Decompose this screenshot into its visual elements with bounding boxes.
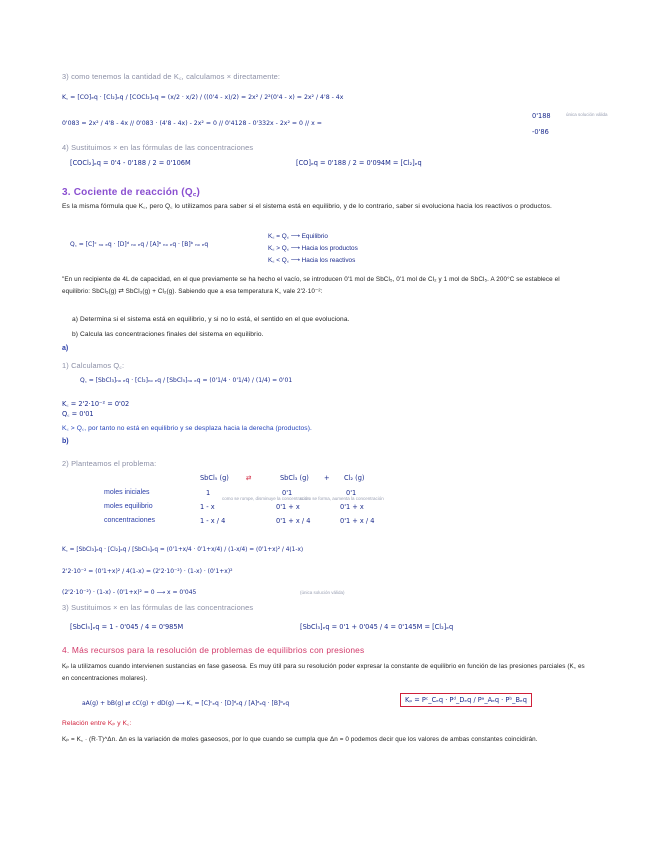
kc-general-reaction: aA(g) + bB(g) ⇄ cC(g) + dD(g) ⟶ K꜀ = [C]ᶜₑq · [D]ᵈₑq / [A]ᵃₑq · [B]ᵇₑq bbox=[82, 700, 290, 707]
note-increases: como se forma, aumenta la concentración bbox=[300, 496, 384, 501]
solution-positive: 0'188 bbox=[532, 112, 551, 120]
col-sbcl3-initial: 0'1 bbox=[282, 489, 293, 497]
section-4-heading: 4. Más recursos para la resolución de problemas de equilibrios con presiones bbox=[62, 645, 365, 655]
section-3-heading: 3. Cociente de reacción (Q꜀) bbox=[62, 187, 200, 198]
part-a-conclusion: K꜀ > Q꜀, por tanto no está en equilibrio y se desplaza hacia la derecha (productos). bbox=[62, 425, 312, 432]
section-3-intro: Es la misma fórmula que K꜀, pero Q꜀ lo utilizamos para saber si el sistema está en equilibrio, y de lo contrario, saber si evoluciona hacia los reactivos o productos. bbox=[62, 203, 552, 210]
step-3-heading: 3) como tenemos la cantidad de K꜀, calculamos × directamente: bbox=[62, 72, 281, 81]
note-decreases: como se rompe, disminuye la concentración bbox=[222, 496, 310, 501]
qc-formula: Q꜀ = [C]ᶜ ₙₒ ₑq · [D]ᵈ ₙₒ ₑq / [A]ᵃ ₙₒ ₑq · [B]ᵇ ₙₒ ₑq bbox=[70, 241, 209, 248]
col-cl2-equilibrium: 0'1 + x bbox=[340, 503, 364, 511]
kp-formula-box bbox=[400, 693, 532, 707]
co-concentration: [CO]ₑq = 0'188 / 2 = 0'094M = [Cl₂]ₑq bbox=[296, 159, 422, 167]
valid-solution-note: única solución válida bbox=[566, 112, 608, 117]
equation-2: 2'2·10⁻² = (0'1+x)² / 4(1-x) = (2'2·10⁻²) · (1-x) · (0'1+x)² bbox=[62, 568, 233, 575]
cocl2-concentration: [COCl₂]ₑq = 0'4 - 0'188 / 2 = 0'106M bbox=[70, 159, 191, 167]
equation-3-note: (única solución válida) bbox=[300, 590, 345, 595]
kc-part-b: K꜀ = [SbCl₃]ₑq · [Cl₂]ₑq / [SbCl₅]ₑq = (0'1+x/4 · 0'1+x/4) / (1-x/4) = (0'1+x)² / 4(1-x) bbox=[62, 547, 304, 553]
sbcl5-concentration: [SbCl₅]ₑq = 1 - 0'045 / 4 = 0'985M bbox=[70, 623, 184, 631]
sbcl3-concentration: [SbCl₃]ₑq = 0'1 + 0'045 / 4 = 0'145M = [Cl₂]ₑq bbox=[300, 623, 454, 631]
solution-negative: -0'86 bbox=[532, 128, 549, 136]
col-cl2-initial: 0'1 bbox=[346, 489, 357, 497]
part-a-label: a) bbox=[62, 345, 69, 352]
kp-formula: Kₚ = Pᶜ_Cₑq · Pᵈ_Dₑq / Pᵃ_Aₑq · Pᵇ_Bₑq bbox=[400, 693, 532, 707]
equation-3: (2'2·10⁻²) · (1-x) - (0'1+x)² = 0 ⟶ x = 0'045 bbox=[62, 589, 197, 596]
equilibrium-arrow: ⇄ bbox=[246, 474, 252, 482]
section-4-intro: Kₚ la utilizamos cuando intervienen sustancias en fase gaseosa. Es muy útil para su resolución poder expresar la constante de equilibrio en función de las presiones parciales (K꜀ es en concentraciones molares). bbox=[62, 663, 585, 682]
qc-value: Q꜀ = 0'01 bbox=[62, 410, 94, 418]
col-sbcl3-equilibrium: 0'1 + x bbox=[276, 503, 300, 511]
step-4-heading: 4) Sustituimos × en las fórmulas de las concentraciones bbox=[62, 143, 254, 152]
part-b-step-2: 2) Planteamos el problema: bbox=[62, 459, 157, 468]
col-sbcl5-concentration: 1 - x / 4 bbox=[200, 517, 226, 525]
col-sbcl5-equilibrium: 1 - x bbox=[200, 503, 215, 511]
row-equilibrium-moles: moles equilibrio bbox=[104, 503, 153, 510]
plus-sign: + bbox=[324, 474, 330, 482]
part-a-step-1: 1) Calculamos Q꜀: bbox=[62, 361, 125, 370]
question-b: b) Calcula las concentraciones finales del sistema en equilibrio. bbox=[72, 331, 264, 338]
row-initial-moles: moles iniciales bbox=[104, 489, 150, 496]
row-concentrations: concentraciones bbox=[104, 517, 155, 524]
question-a: a) Determina si el sistema está en equilibrio, y si no lo está, el sentido en el que evoluciona. bbox=[72, 316, 350, 323]
kc-numeric-solution: 0'083 = 2x² / 4'8 - 4x // 0'083 · (4'8 - 4x) - 2x² = 0 // 0'4128 - 0'332x - 2x² = 0 // x = bbox=[62, 120, 322, 127]
kc-value: K꜀ = 2'2·10⁻² = 0'02 bbox=[62, 400, 130, 408]
kc-expression: K꜀ = [CO]ₑq · [Cl₂]ₑq / [COCl₂]ₑq = (x/2 · x/2) / ((0'4 - x)/2) = 2x² / 2²(0'4 - x) = 2x² / 4'8 - 4x bbox=[62, 94, 344, 101]
case-reactants: K꜀ < Q꜀ ⟶ Hacia los reactivos bbox=[268, 257, 356, 264]
relation-kp-kc-heading: Relación entre Kₚ y K꜀: bbox=[62, 720, 132, 727]
col-sbcl3-concentration: 0'1 + x / 4 bbox=[276, 517, 311, 525]
problem-statement: "En un recipiente de 4L de capacidad, en el que previamente se ha hecho el vacío, se introducen 0'1 mol de SbCl₅, 0'1 mol de Cl₂ y 1 mol de SbCl₅. A 200°C se establece el equilibrio: SbCl₅(g) ⇄ SbCl₃(g) + Cl₂(g). Sabiendo que a esa temperatura K꜀ vale 2'2·10⁻²: bbox=[62, 276, 560, 295]
col-cl2-concentration: 0'1 + x / 4 bbox=[340, 517, 375, 525]
product-sbcl3: SbCl₃ (g) bbox=[280, 474, 309, 482]
product-cl2: Cl₂ (g) bbox=[344, 474, 365, 482]
kp-kc-relation: Kₚ = K꜀ · (R·T)^Δn. Δn es la variación de moles gaseosos, por lo que cuando se cumpla que Δn = 0 podemos decir que los valores de ambas constantes coincidirán. bbox=[62, 736, 538, 743]
reactant-sbcl5: SbCl₅ (g) bbox=[200, 474, 229, 482]
part-b-label: b) bbox=[62, 438, 69, 445]
case-equilibrium: K꜀ = Q꜀ ⟶ Equilibrio bbox=[268, 233, 328, 240]
case-products: K꜀ > Q꜀ ⟶ Hacia los productos bbox=[268, 245, 358, 252]
part-b-step-3: 3) Sustituimos × en las fórmulas de las concentraciones bbox=[62, 603, 254, 612]
qc-calculation: Q꜀ = [SbCl₃]ₙₒ ₑq · [Cl₂]ₙₒ ₑq / [SbCl₅]ₙₒ ₑq = (0'1/4 · 0'1/4) / (1/4) = 0'01 bbox=[80, 377, 293, 384]
col-sbcl5-initial: 1 bbox=[206, 489, 211, 497]
